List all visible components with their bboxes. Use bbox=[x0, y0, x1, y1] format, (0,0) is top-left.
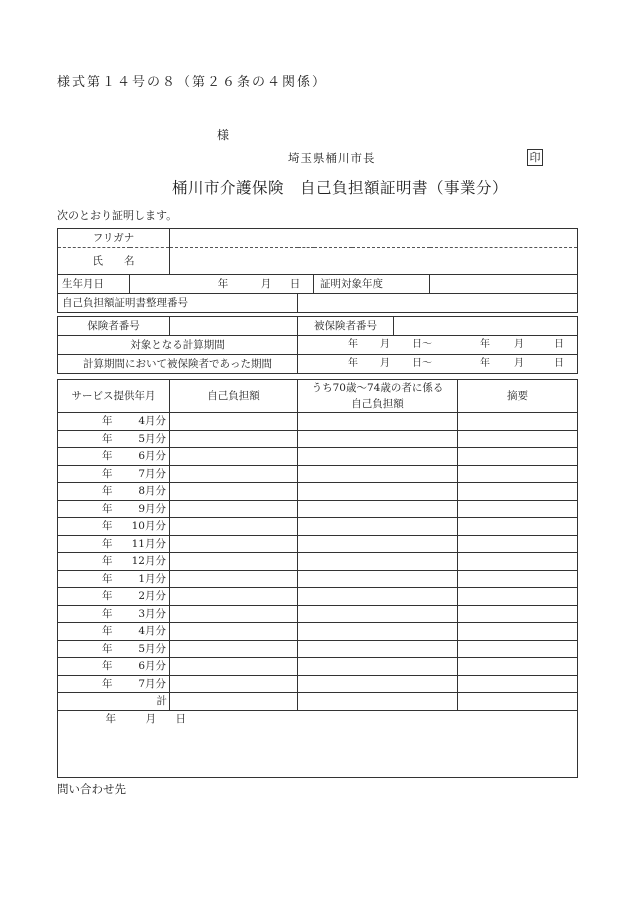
month-label-cell bbox=[58, 535, 170, 553]
70-74-cell[interactable] bbox=[298, 483, 458, 501]
month-label-cell bbox=[58, 553, 170, 571]
insurer-info-table bbox=[57, 316, 578, 374]
month-label-cell bbox=[58, 518, 170, 536]
insured-period-label: 計算期間において被保険者であった期間 bbox=[58, 355, 298, 374]
month-row bbox=[58, 623, 578, 641]
col-header-70-74: うち70歳～74歳の者に係る自己負担額 bbox=[298, 380, 458, 413]
month-row bbox=[58, 588, 578, 606]
summary-cell[interactable] bbox=[458, 483, 578, 501]
dob-label: 生年月日 bbox=[58, 275, 130, 294]
month-label-cell bbox=[58, 623, 170, 641]
self-pay-cell[interactable] bbox=[170, 570, 298, 588]
month-label: 1月分 bbox=[138, 572, 166, 585]
self-pay-cell[interactable] bbox=[170, 588, 298, 606]
summary-cell[interactable] bbox=[458, 535, 578, 553]
self-pay-cell[interactable] bbox=[170, 675, 298, 693]
70-74-cell[interactable] bbox=[298, 413, 458, 431]
month-year-label: 年 bbox=[102, 607, 113, 620]
month-row bbox=[58, 553, 578, 571]
month-label-cell bbox=[58, 500, 170, 518]
70-74-cell[interactable] bbox=[298, 640, 458, 658]
month-label-cell bbox=[58, 448, 170, 466]
cert-number-field[interactable] bbox=[298, 294, 578, 313]
month-year-label: 年 bbox=[102, 625, 113, 638]
70-74-cell[interactable] bbox=[298, 553, 458, 571]
self-pay-cell[interactable] bbox=[170, 430, 298, 448]
month-year-label: 年 bbox=[102, 660, 113, 673]
calc-period-field[interactable]: 年 月 日～ 年 月 日 bbox=[298, 336, 578, 355]
self-pay-cell[interactable] bbox=[170, 448, 298, 466]
issuer-name: 埼玉県桶川市長 bbox=[288, 151, 376, 165]
70-74-cell[interactable] bbox=[298, 588, 458, 606]
self-pay-cell[interactable] bbox=[170, 553, 298, 571]
month-label: 9月分 bbox=[138, 502, 166, 515]
dob-day: 日 bbox=[289, 278, 301, 290]
total-summary[interactable] bbox=[458, 693, 578, 711]
monthly-table bbox=[57, 379, 578, 778]
insured-number-field[interactable] bbox=[394, 317, 578, 336]
month-year-label: 年 bbox=[102, 537, 113, 550]
document-title: 桶川市介護保険 自己負担額証明書（事業分） bbox=[172, 179, 509, 197]
dob-field[interactable] bbox=[130, 275, 314, 294]
cert-number-label: 自己負担額証明書整理番号 bbox=[58, 294, 298, 313]
month-year-label: 年 bbox=[102, 467, 113, 480]
month-row bbox=[58, 640, 578, 658]
dob-month: 月 bbox=[260, 278, 272, 290]
summary-cell[interactable] bbox=[458, 640, 578, 658]
col-header-month: サービス提供年月 bbox=[58, 380, 170, 413]
name-field[interactable] bbox=[170, 248, 578, 275]
month-year-label: 年 bbox=[102, 450, 113, 463]
insurer-number-label: 保険者番号 bbox=[58, 317, 170, 336]
self-pay-cell[interactable] bbox=[170, 500, 298, 518]
month-year-label: 年 bbox=[102, 520, 113, 533]
target-year-field[interactable] bbox=[430, 275, 578, 294]
month-label: 6月分 bbox=[138, 450, 166, 463]
70-74-cell[interactable] bbox=[298, 570, 458, 588]
total-label: 計 bbox=[58, 693, 170, 711]
70-74-cell[interactable] bbox=[298, 465, 458, 483]
70-74-cell[interactable] bbox=[298, 535, 458, 553]
summary-cell[interactable] bbox=[458, 518, 578, 536]
month-label-cell bbox=[58, 605, 170, 623]
month-row bbox=[58, 413, 578, 431]
month-year-label: 年 bbox=[102, 432, 113, 445]
month-label: 5月分 bbox=[138, 642, 166, 655]
70-74-cell[interactable] bbox=[298, 675, 458, 693]
summary-cell[interactable] bbox=[458, 675, 578, 693]
month-label: 5月分 bbox=[138, 432, 166, 445]
70-74-cell[interactable] bbox=[298, 623, 458, 641]
issue-month: 月 bbox=[145, 712, 156, 725]
month-year-label: 年 bbox=[102, 415, 113, 428]
self-pay-cell[interactable] bbox=[170, 605, 298, 623]
month-year-label: 年 bbox=[102, 502, 113, 515]
insured-number-label: 被保険者番号 bbox=[298, 317, 394, 336]
month-row bbox=[58, 518, 578, 536]
month-label-cell bbox=[58, 675, 170, 693]
month-row bbox=[58, 535, 578, 553]
self-pay-cell[interactable] bbox=[170, 640, 298, 658]
month-label-cell bbox=[58, 483, 170, 501]
month-row bbox=[58, 675, 578, 693]
month-year-label: 年 bbox=[102, 485, 113, 498]
issue-day: 日 bbox=[175, 712, 186, 725]
summary-cell[interactable] bbox=[458, 413, 578, 431]
70-74-cell[interactable] bbox=[298, 430, 458, 448]
month-label: 12月分 bbox=[131, 555, 166, 568]
seal-mark: 印 bbox=[527, 149, 543, 166]
month-year-label: 年 bbox=[102, 572, 113, 585]
70-74-cell[interactable] bbox=[298, 448, 458, 466]
month-year-label: 年 bbox=[102, 590, 113, 603]
month-label: 4月分 bbox=[138, 415, 166, 428]
recipient-honorific: 様 bbox=[217, 128, 230, 142]
total-self-pay[interactable] bbox=[170, 693, 298, 711]
month-label: 11月分 bbox=[131, 537, 166, 550]
month-label: 10月分 bbox=[131, 520, 166, 533]
summary-cell[interactable] bbox=[458, 605, 578, 623]
month-year-label: 年 bbox=[102, 555, 113, 568]
month-label-cell bbox=[58, 465, 170, 483]
name-label: 氏 名 bbox=[58, 248, 170, 275]
summary-cell[interactable] bbox=[458, 430, 578, 448]
summary-cell[interactable] bbox=[458, 500, 578, 518]
month-row bbox=[58, 570, 578, 588]
target-year-label: 証明対象年度 bbox=[314, 275, 430, 294]
summary-cell[interactable] bbox=[458, 588, 578, 606]
issue-date-cell[interactable] bbox=[58, 710, 578, 777]
form-number: 様式第１４号の８（第２６条の４関係） bbox=[57, 75, 328, 90]
self-pay-cell[interactable] bbox=[170, 658, 298, 676]
furigana-field[interactable] bbox=[170, 229, 578, 248]
self-pay-cell[interactable] bbox=[170, 535, 298, 553]
self-pay-cell[interactable] bbox=[170, 483, 298, 501]
month-label-cell bbox=[58, 588, 170, 606]
insurer-number-field[interactable] bbox=[170, 317, 298, 336]
dob-year: 年 bbox=[217, 278, 229, 290]
personal-info-table bbox=[57, 228, 578, 313]
col-header-self-pay: 自己負担額 bbox=[170, 380, 298, 413]
70-74-cell[interactable] bbox=[298, 518, 458, 536]
contact-label: 問い合わせ先 bbox=[57, 782, 126, 796]
summary-cell[interactable] bbox=[458, 623, 578, 641]
month-label: 3月分 bbox=[138, 607, 166, 620]
summary-cell[interactable] bbox=[458, 465, 578, 483]
month-label: 7月分 bbox=[138, 677, 166, 690]
month-label-cell bbox=[58, 430, 170, 448]
furigana-label: フリガナ bbox=[58, 229, 170, 248]
month-label: 4月分 bbox=[138, 625, 166, 638]
month-row bbox=[58, 605, 578, 623]
intro-text: 次のとおり証明します。 bbox=[57, 209, 178, 222]
70-74-cell[interactable] bbox=[298, 500, 458, 518]
month-label: 2月分 bbox=[138, 590, 166, 603]
self-pay-cell[interactable] bbox=[170, 413, 298, 431]
self-pay-cell[interactable] bbox=[170, 465, 298, 483]
month-year-label: 年 bbox=[102, 642, 113, 655]
month-row bbox=[58, 430, 578, 448]
month-label-cell bbox=[58, 413, 170, 431]
month-label-cell bbox=[58, 640, 170, 658]
month-label-cell bbox=[58, 570, 170, 588]
issue-year: 年 bbox=[105, 712, 116, 725]
month-label: 8月分 bbox=[138, 485, 166, 498]
self-pay-cell[interactable] bbox=[170, 518, 298, 536]
70-74-cell[interactable] bbox=[298, 658, 458, 676]
month-year-label: 年 bbox=[102, 677, 113, 690]
insured-period-field[interactable]: 年 月 日～ 年 月 日 bbox=[298, 355, 578, 374]
month-row bbox=[58, 465, 578, 483]
month-label: 7月分 bbox=[138, 467, 166, 480]
summary-cell[interactable] bbox=[458, 553, 578, 571]
total-70-74[interactable] bbox=[298, 693, 458, 711]
month-label: 6月分 bbox=[138, 660, 166, 673]
summary-cell[interactable] bbox=[458, 448, 578, 466]
self-pay-cell[interactable] bbox=[170, 623, 298, 641]
summary-cell[interactable] bbox=[458, 658, 578, 676]
calc-period-label: 対象となる計算期間 bbox=[58, 336, 298, 355]
month-row bbox=[58, 500, 578, 518]
month-label-cell bbox=[58, 658, 170, 676]
month-row bbox=[58, 483, 578, 501]
month-row bbox=[58, 448, 578, 466]
col-header-summary: 摘要 bbox=[458, 380, 578, 413]
month-row bbox=[58, 658, 578, 676]
70-74-cell[interactable] bbox=[298, 605, 458, 623]
summary-cell[interactable] bbox=[458, 570, 578, 588]
